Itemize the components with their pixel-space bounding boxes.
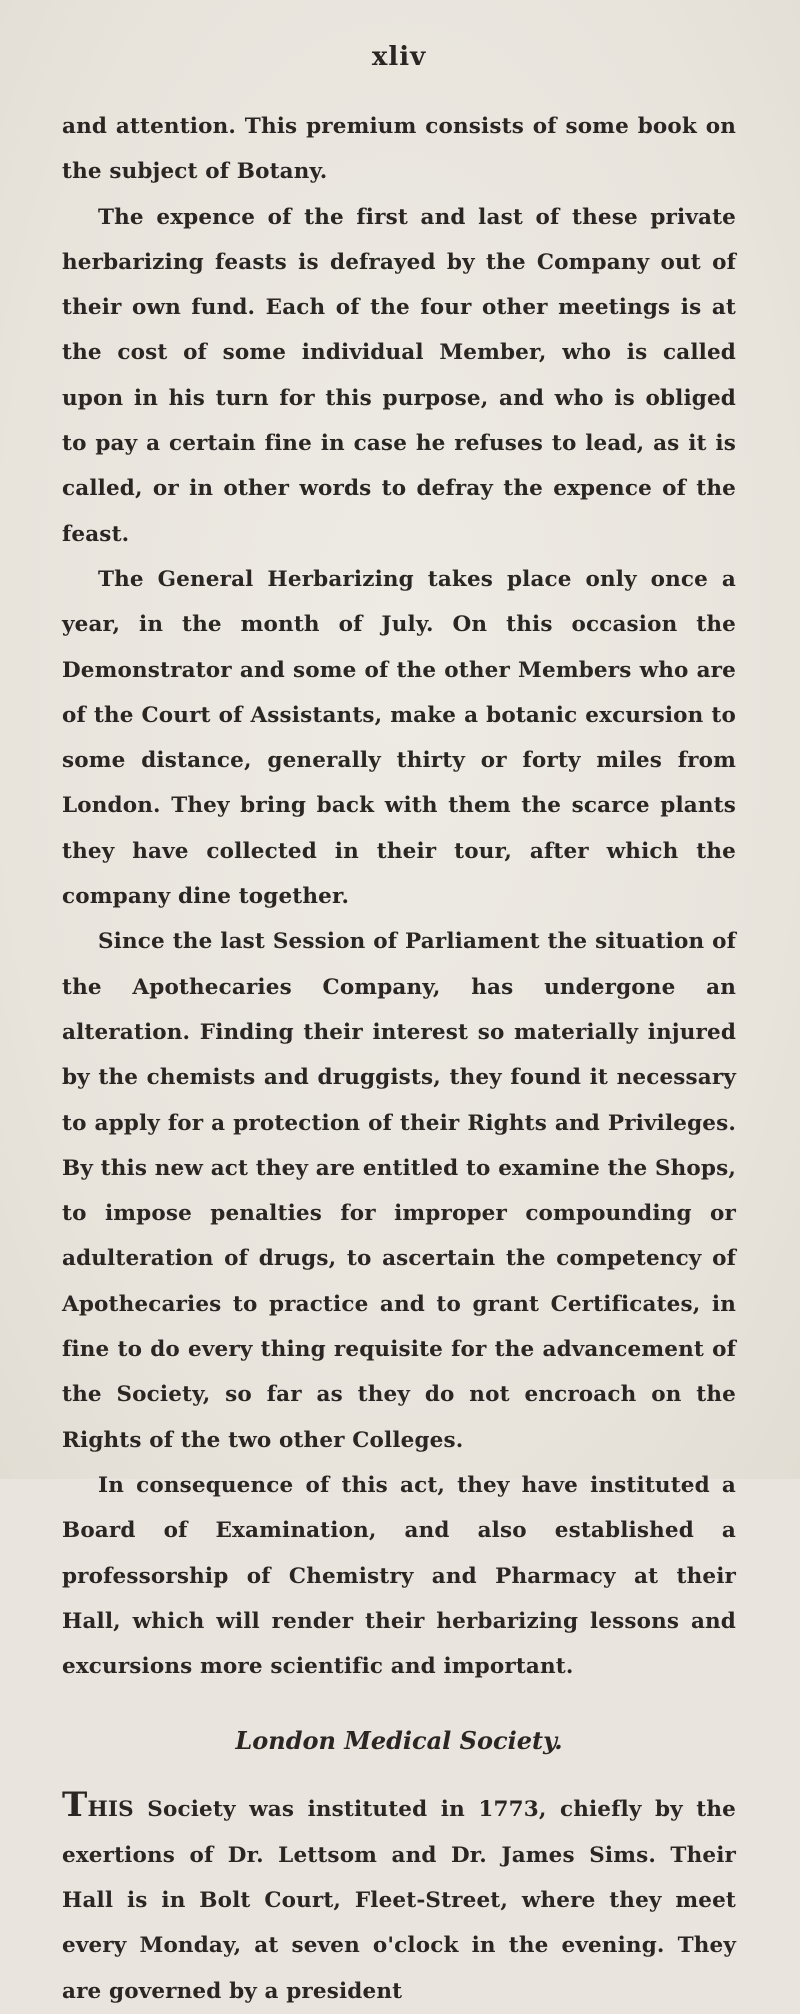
paragraph-expence: The expence of the first and last of these private herbarizing feasts is defrayed by the Company out of their own fund. Each of the four other meetings is at the cost of some individual Member, who is called upon in his turn for this purpose, and who is obliged to pay a certain fine in case he refuses to lead, as it is called, or in other words to defray the expence of the feast. — [62, 204, 736, 547]
paragraph-society-intro — [62, 1787, 736, 2013]
paragraph-parliament-session: Since the last Session of Parliament the situation of the Apothecaries Company, has undergone an alteration. Finding their interest so materially injured by the chemists and druggists, they found it necessary to apply for a protection of their Rights and Privileges. By this new act they are entitled to examine the Shops, to impose penalties for improper compounding or adulteration of drugs, to ascertain the competency of Apothecaries to practice and to grant Certificates, in fine to do every thing requisite for the advancement of the Society, so far as they do not encroach on the Rights of the two other Colleges. — [62, 929, 736, 1453]
page-number: xliv — [371, 42, 427, 72]
paragraph-continuation: and attention. This premium consists of some book on the subject of Botany. — [62, 114, 736, 185]
drop-cap-letter: T — [62, 1785, 88, 1826]
section-heading: London Medical Society. — [235, 1726, 563, 1756]
paragraph-general-herbarizing: The General Herbarizing takes place only once a year, in the month of July. On this occasion the Demonstrator and some of the other Members who are of the Court of Assistants, make a botanic excursion to some distance, generally thirty or forty miles from London. They bring back with them the scarce plants they have collected in their tour, after which the company dine together. — [62, 566, 736, 910]
opening-word-rest: HIS — [87, 1797, 134, 1823]
paragraph-consequence: In consequence of this act, they have instituted a Board of Examination, and also established a professorship of Chemistry and Pharmacy at their Hall, which will render their herbarizing lessons and excursions more scientific and important. — [62, 1472, 736, 1680]
society-intro-text: Society was instituted in 1773, chiefly by the exertions of Dr. Lettsom and Dr. James Sims. Their Hall is in Bolt Court, Fleet-Street, where they meet every Monday, at seven o'clock in the evening. They are governed by a president — [62, 1797, 736, 2004]
